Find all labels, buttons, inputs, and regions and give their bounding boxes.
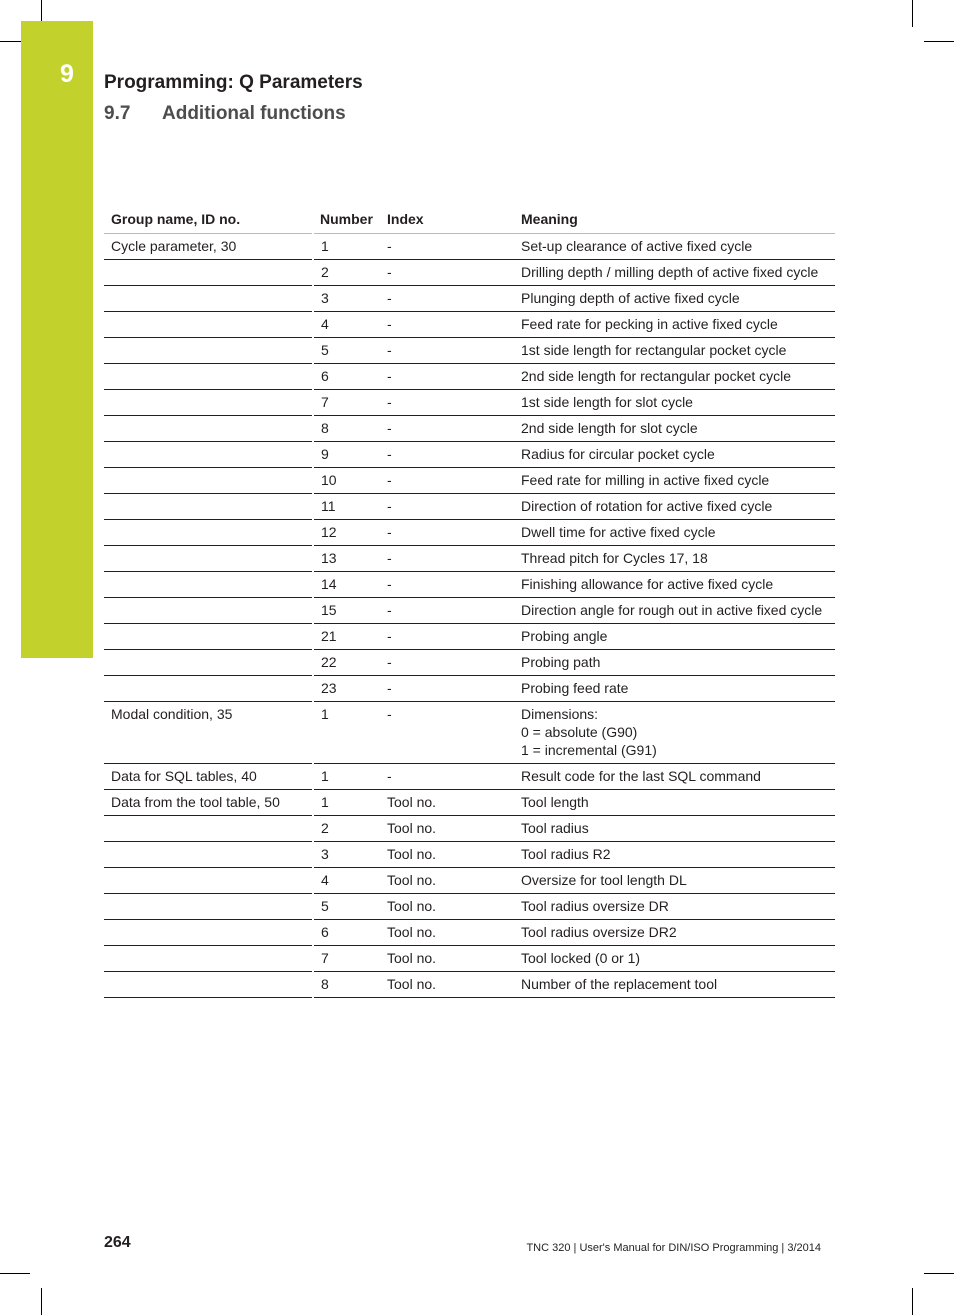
cell-index-text: - <box>387 368 392 384</box>
cell-meaning-text: Oversize for tool length DL <box>521 872 687 888</box>
cell-group <box>104 260 313 286</box>
cell-meaning-text: 2nd side length for rectangular pocket cycle <box>521 368 792 384</box>
cell-index <box>380 520 514 546</box>
cell-meaning <box>514 702 835 764</box>
cell-meaning <box>514 312 835 338</box>
cell-number-text: 6 <box>321 924 329 940</box>
cell-index <box>380 286 514 312</box>
table-row <box>104 364 835 390</box>
table-row <box>104 790 835 816</box>
cell-index <box>380 946 514 972</box>
cell-meaning <box>514 572 835 598</box>
cell-number <box>313 598 380 624</box>
table-row <box>104 234 835 260</box>
table-row <box>104 676 835 702</box>
cell-index-text: - <box>387 550 392 566</box>
chapter-tab-band <box>21 21 93 658</box>
cell-meaning <box>514 624 835 650</box>
header-index: Index <box>380 207 514 234</box>
section-number: 9.7 <box>104 103 131 124</box>
cell-number-text: 6 <box>321 368 329 384</box>
cell-number-text: 22 <box>321 654 337 670</box>
cell-meaning <box>514 894 835 920</box>
cell-meaning <box>514 920 835 946</box>
cell-index-text: - <box>387 654 392 670</box>
cell-group <box>104 868 313 894</box>
cell-group-text: Data from the tool table, 50 <box>111 794 280 810</box>
cell-group <box>104 468 313 494</box>
crop-mark <box>912 1288 913 1315</box>
cell-index-text: Tool no. <box>387 950 437 966</box>
cell-number-text: 21 <box>321 628 337 644</box>
cell-index <box>380 624 514 650</box>
cell-index-text: - <box>387 498 392 514</box>
cell-number <box>313 676 380 702</box>
crop-mark <box>41 1288 42 1315</box>
table-row <box>104 598 835 624</box>
cell-index <box>380 702 514 764</box>
cell-meaning-text: Tool radius oversize DR <box>521 898 669 914</box>
cell-index <box>380 920 514 946</box>
header-number: Number <box>313 207 380 234</box>
cell-meaning <box>514 868 835 894</box>
cell-index-text: - <box>387 238 392 254</box>
cell-meaning <box>514 468 835 494</box>
cell-index <box>380 234 514 260</box>
cell-group <box>104 946 313 972</box>
cell-meaning-text: Probing path <box>521 654 601 670</box>
table-row <box>104 764 835 790</box>
crop-mark <box>0 1273 30 1274</box>
cell-meaning-text: Thread pitch for Cycles 17, 18 <box>521 550 708 566</box>
cell-group <box>104 790 313 816</box>
cell-number-text: 23 <box>321 680 337 696</box>
cell-meaning <box>514 790 835 816</box>
cell-index <box>380 468 514 494</box>
cell-index <box>380 546 514 572</box>
cell-index <box>380 494 514 520</box>
cell-group <box>104 338 313 364</box>
cell-group <box>104 520 313 546</box>
table-row <box>104 468 835 494</box>
table-row <box>104 416 835 442</box>
cell-group <box>104 572 313 598</box>
table-body <box>104 234 835 998</box>
cell-number <box>313 764 380 790</box>
cell-meaning-text: Tool length <box>521 794 589 810</box>
section-title: Additional functions <box>162 103 346 124</box>
table-header-row <box>104 207 835 234</box>
cell-meaning-text: Drilling depth / milling depth of active fixed cycle <box>521 264 819 280</box>
cell-meaning <box>514 650 835 676</box>
cell-group-text: Modal condition, 35 <box>111 706 233 722</box>
cell-meaning-text: Tool locked (0 or 1) <box>521 950 641 966</box>
cell-meaning-text: Result code for the last SQL command <box>521 768 761 784</box>
table-row <box>104 520 835 546</box>
cell-group <box>104 624 313 650</box>
cell-index-text: Tool no. <box>387 898 437 914</box>
cell-number-text: 4 <box>321 316 329 332</box>
cell-meaning <box>514 842 835 868</box>
page-number: 264 <box>104 1234 131 1251</box>
cell-number <box>313 842 380 868</box>
cell-group <box>104 416 313 442</box>
cell-index-text: - <box>387 342 392 358</box>
cell-index <box>380 764 514 790</box>
cell-index <box>380 338 514 364</box>
table-row <box>104 702 835 764</box>
cell-meaning-text: Probing feed rate <box>521 680 629 696</box>
cell-index <box>380 572 514 598</box>
cell-number <box>313 546 380 572</box>
cell-number <box>313 624 380 650</box>
cell-number-text: 11 <box>321 498 336 514</box>
cell-index-text: - <box>387 680 392 696</box>
cell-number <box>313 520 380 546</box>
cell-number <box>313 494 380 520</box>
cell-meaning-text: Plunging depth of active fixed cycle <box>521 290 740 306</box>
cell-meaning-text: Radius for circular pocket cycle <box>521 446 715 462</box>
cell-number <box>313 650 380 676</box>
cell-meaning-text: Dimensions: <box>521 706 599 722</box>
cell-index <box>380 598 514 624</box>
cell-number-text: 10 <box>321 472 337 488</box>
cell-meaning-text: Set-up clearance of active fixed cycle <box>521 238 753 254</box>
cell-meaning-text: Tool radius R2 <box>521 846 611 862</box>
cell-meaning-text: Dwell time for active fixed cycle <box>521 524 716 540</box>
cell-index-text: - <box>387 264 392 280</box>
cell-number-text: 2 <box>321 820 329 836</box>
cell-index <box>380 868 514 894</box>
cell-number <box>313 894 380 920</box>
cell-number-text: 7 <box>321 394 329 410</box>
cell-number <box>313 572 380 598</box>
cell-index <box>380 650 514 676</box>
cell-index <box>380 364 514 390</box>
cell-number-text: 13 <box>321 550 337 566</box>
cell-index-text: - <box>387 706 392 722</box>
cell-group <box>104 894 313 920</box>
table-row <box>104 816 835 842</box>
table-row <box>104 920 835 946</box>
cell-index-text: - <box>387 576 392 592</box>
cell-group <box>104 702 313 764</box>
cell-index-text: - <box>387 524 392 540</box>
table-row <box>104 260 835 286</box>
cell-group <box>104 312 313 338</box>
cell-group <box>104 364 313 390</box>
cell-number-text: 12 <box>321 524 337 540</box>
cell-number <box>313 390 380 416</box>
section-heading <box>104 103 346 125</box>
cell-number <box>313 816 380 842</box>
cell-group <box>104 546 313 572</box>
cell-meaning-line: 1 = incremental (G91) <box>521 742 657 758</box>
footer-text: TNC 320 | User's Manual for DIN/ISO Programming | 3/2014 <box>526 1242 821 1254</box>
cell-meaning-line: 0 = absolute (G90) <box>521 724 638 740</box>
cell-group <box>104 676 313 702</box>
cell-group <box>104 390 313 416</box>
cell-group <box>104 764 313 790</box>
cell-group <box>104 650 313 676</box>
cell-group <box>104 816 313 842</box>
cell-meaning <box>514 390 835 416</box>
cell-number <box>313 286 380 312</box>
chapter-title: Programming: Q Parameters <box>104 72 363 93</box>
table-row <box>104 894 835 920</box>
header-group: Group name, ID no. <box>104 207 313 234</box>
table-row <box>104 946 835 972</box>
cell-meaning-text: Tool radius oversize DR2 <box>521 924 677 940</box>
cell-meaning <box>514 764 835 790</box>
cell-index-text: - <box>387 420 392 436</box>
cell-meaning-text: Probing angle <box>521 628 608 644</box>
parameter-table <box>104 207 835 998</box>
cell-index <box>380 390 514 416</box>
cell-meaning <box>514 546 835 572</box>
cell-index-text: Tool no. <box>387 794 437 810</box>
cell-index-text: - <box>387 628 392 644</box>
cell-number-text: 3 <box>321 846 329 862</box>
cell-group <box>104 972 313 998</box>
cell-meaning-text: Number of the replacement tool <box>521 976 718 992</box>
cell-index <box>380 416 514 442</box>
cell-number <box>313 338 380 364</box>
cell-group <box>104 286 313 312</box>
cell-index-text: - <box>387 446 392 462</box>
cell-number <box>313 234 380 260</box>
cell-group <box>104 442 313 468</box>
cell-meaning-text: 1st side length for rectangular pocket cycle <box>521 342 787 358</box>
cell-meaning <box>514 520 835 546</box>
table-row <box>104 650 835 676</box>
cell-index-text: - <box>387 768 392 784</box>
cell-index-text: - <box>387 290 392 306</box>
cell-meaning-text: Tool radius <box>521 820 589 836</box>
cell-group-text: Cycle parameter, 30 <box>111 238 237 254</box>
cell-number <box>313 946 380 972</box>
table-row <box>104 286 835 312</box>
cell-index-text: Tool no. <box>387 976 437 992</box>
cell-number-text: 1 <box>321 706 329 722</box>
cell-group <box>104 842 313 868</box>
cell-number <box>313 364 380 390</box>
cell-meaning-text: Feed rate for milling in active fixed cycle <box>521 472 770 488</box>
cell-meaning <box>514 494 835 520</box>
cell-index-text: Tool no. <box>387 872 437 888</box>
cell-number <box>313 972 380 998</box>
cell-meaning-text: Direction angle for rough out in active fixed cycle <box>521 602 823 618</box>
cell-number-text: 1 <box>321 238 329 254</box>
cell-group <box>104 598 313 624</box>
cell-index-text: - <box>387 394 392 410</box>
cell-number-text: 1 <box>321 768 329 784</box>
cell-number-text: 5 <box>321 342 329 358</box>
cell-number <box>313 442 380 468</box>
cell-index <box>380 894 514 920</box>
cell-meaning <box>514 234 835 260</box>
cell-number <box>313 312 380 338</box>
crop-mark <box>924 41 954 42</box>
cell-number-text: 5 <box>321 898 329 914</box>
cell-number <box>313 702 380 764</box>
cell-number-text: 9 <box>321 446 329 462</box>
crop-mark <box>924 1273 954 1274</box>
cell-meaning <box>514 338 835 364</box>
cell-number-text: 3 <box>321 290 329 306</box>
cell-index-text: Tool no. <box>387 820 437 836</box>
crop-mark <box>912 0 913 27</box>
cell-number <box>313 468 380 494</box>
table-row <box>104 546 835 572</box>
cell-meaning <box>514 364 835 390</box>
cell-number <box>313 260 380 286</box>
cell-number <box>313 920 380 946</box>
cell-number-text: 4 <box>321 872 329 888</box>
table-row <box>104 442 835 468</box>
cell-index <box>380 442 514 468</box>
cell-meaning <box>514 972 835 998</box>
cell-group <box>104 920 313 946</box>
cell-index-text: Tool no. <box>387 924 437 940</box>
cell-meaning-text: 1st side length for slot cycle <box>521 394 693 410</box>
cell-index <box>380 972 514 998</box>
cell-number <box>313 790 380 816</box>
cell-index <box>380 842 514 868</box>
cell-number <box>313 868 380 894</box>
cell-index-text: Tool no. <box>387 846 437 862</box>
cell-meaning-text: Feed rate for pecking in active fixed cycle <box>521 316 778 332</box>
cell-meaning <box>514 260 835 286</box>
table-row <box>104 312 835 338</box>
cell-index <box>380 260 514 286</box>
cell-index-text: - <box>387 316 392 332</box>
table-row <box>104 842 835 868</box>
table-row <box>104 494 835 520</box>
cell-meaning-text: Finishing allowance for active fixed cycle <box>521 576 774 592</box>
header-meaning: Meaning <box>514 207 835 234</box>
cell-number-text: 14 <box>321 576 337 592</box>
cell-index-text: - <box>387 472 392 488</box>
cell-meaning-text: Direction of rotation for active fixed cycle <box>521 498 773 514</box>
cell-index <box>380 816 514 842</box>
cell-number-text: 1 <box>321 794 329 810</box>
chapter-number: 9 <box>60 60 74 88</box>
table-row <box>104 390 835 416</box>
cell-meaning <box>514 816 835 842</box>
cell-index <box>380 676 514 702</box>
cell-number <box>313 416 380 442</box>
table-row <box>104 868 835 894</box>
cell-index-text: - <box>387 602 392 618</box>
cell-index <box>380 312 514 338</box>
cell-number-text: 15 <box>321 602 337 618</box>
table-row <box>104 624 835 650</box>
cell-group <box>104 494 313 520</box>
cell-meaning <box>514 442 835 468</box>
table-row <box>104 572 835 598</box>
cell-meaning <box>514 676 835 702</box>
cell-number-text: 8 <box>321 976 329 992</box>
cell-group <box>104 234 313 260</box>
cell-number-text: 2 <box>321 264 329 280</box>
cell-meaning-text: 2nd side length for slot cycle <box>521 420 698 436</box>
cell-meaning <box>514 286 835 312</box>
cell-group-text: Data for SQL tables, 40 <box>111 768 257 784</box>
cell-meaning <box>514 598 835 624</box>
cell-index <box>380 790 514 816</box>
cell-number-text: 8 <box>321 420 329 436</box>
cell-number-text: 7 <box>321 950 329 966</box>
cell-meaning <box>514 416 835 442</box>
table-row <box>104 338 835 364</box>
cell-meaning <box>514 946 835 972</box>
table-row <box>104 972 835 998</box>
